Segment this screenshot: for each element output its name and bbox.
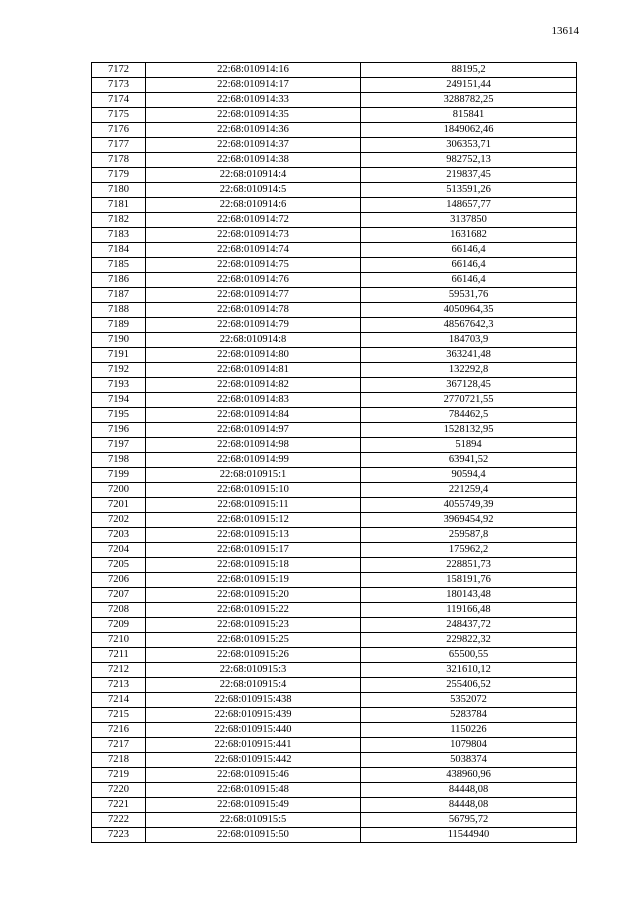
cadastral-value-cell: 221259,4 [361,483,577,498]
row-number-cell: 7197 [92,438,146,453]
cadastral-value-cell: 219837,45 [361,168,577,183]
cadastral-value-cell: 4055749,39 [361,498,577,513]
cadastral-number-cell: 22:68:010915:20 [146,588,361,603]
table-row [92,798,577,813]
cadastral-number-cell: 22:68:010914:81 [146,363,361,378]
row-number-cell: 7192 [92,363,146,378]
cadastral-value-cell: 3288782,25 [361,93,577,108]
cadastral-value-cell: 259587,8 [361,528,577,543]
cadastral-number-cell: 22:68:010914:78 [146,303,361,318]
table-row [92,78,577,93]
cadastral-number-cell: 22:68:010914:77 [146,288,361,303]
cadastral-number-cell: 22:68:010914:8 [146,333,361,348]
page-number: 13614 [551,25,579,37]
row-number-cell: 7196 [92,423,146,438]
row-number-cell: 7179 [92,168,146,183]
cadastral-value-cell: 3969454,92 [361,513,577,528]
cadastral-value-cell: 148657,77 [361,198,577,213]
cadastral-number-cell: 22:68:010915:439 [146,708,361,723]
cadastral-number-cell: 22:68:010914:84 [146,408,361,423]
cadastral-number-cell: 22:68:010914:97 [146,423,361,438]
cadastral-value-cell: 184703,9 [361,333,577,348]
row-number-cell: 7184 [92,243,146,258]
cadastral-number-cell: 22:68:010914:37 [146,138,361,153]
cadastral-value-cell: 438960,96 [361,768,577,783]
cadastral-value-cell: 66146,4 [361,243,577,258]
cadastral-number-cell: 22:68:010915:46 [146,768,361,783]
cadastral-value-cell: 255406,52 [361,678,577,693]
cadastral-number-cell: 22:68:010914:72 [146,213,361,228]
cadastral-number-cell: 22:68:010914:38 [146,153,361,168]
row-number-cell: 7175 [92,108,146,123]
table-row [92,498,577,513]
cadastral-value-cell: 513591,26 [361,183,577,198]
row-number-cell: 7202 [92,513,146,528]
table-row [92,678,577,693]
row-number-cell: 7218 [92,753,146,768]
table-row [92,198,577,213]
cadastral-value-cell: 56795,72 [361,813,577,828]
row-number-cell: 7213 [92,678,146,693]
cadastral-value-cell: 132292,8 [361,363,577,378]
table-row [92,258,577,273]
row-number-cell: 7186 [92,273,146,288]
cadastral-value-cell: 11544940 [361,828,577,843]
cadastral-number-cell: 22:68:010914:5 [146,183,361,198]
cadastral-value-cell: 363241,48 [361,348,577,363]
row-number-cell: 7193 [92,378,146,393]
cadastral-number-cell: 22:68:010915:1 [146,468,361,483]
row-number-cell: 7217 [92,738,146,753]
table-row [92,828,577,843]
cadastral-value-cell: 5283784 [361,708,577,723]
row-number-cell: 7198 [92,453,146,468]
row-number-cell: 7174 [92,93,146,108]
cadastral-value-cell: 175962,2 [361,543,577,558]
row-number-cell: 7201 [92,498,146,513]
row-number-cell: 7205 [92,558,146,573]
row-number-cell: 7216 [92,723,146,738]
cadastral-number-cell: 22:68:010914:75 [146,258,361,273]
row-number-cell: 7200 [92,483,146,498]
table-row [92,768,577,783]
cadastral-number-cell: 22:68:010915:442 [146,753,361,768]
table-row [92,183,577,198]
row-number-cell: 7219 [92,768,146,783]
cadastral-number-cell: 22:68:010914:76 [146,273,361,288]
table-row [92,573,577,588]
table-row [92,558,577,573]
cadastral-number-cell: 22:68:010914:82 [146,378,361,393]
table-row [92,738,577,753]
cadastral-value-cell: 982752,13 [361,153,577,168]
row-number-cell: 7208 [92,603,146,618]
row-number-cell: 7183 [92,228,146,243]
cadastral-number-cell: 22:68:010914:80 [146,348,361,363]
row-number-cell: 7190 [92,333,146,348]
row-number-cell: 7206 [92,573,146,588]
table-row [92,363,577,378]
row-number-cell: 7223 [92,828,146,843]
table-row [92,633,577,648]
cadastral-number-cell: 22:68:010915:26 [146,648,361,663]
cadastral-value-cell: 321610,12 [361,663,577,678]
table-row [92,648,577,663]
cadastral-number-cell: 22:68:010915:3 [146,663,361,678]
row-number-cell: 7191 [92,348,146,363]
cadastral-value-cell: 1150226 [361,723,577,738]
cadastral-number-cell: 22:68:010915:440 [146,723,361,738]
cadastral-value-cell: 1849062,46 [361,123,577,138]
row-number-cell: 7187 [92,288,146,303]
cadastral-value-cell: 48567642,3 [361,318,577,333]
cadastral-number-cell: 22:68:010915:17 [146,543,361,558]
table-row [92,603,577,618]
row-number-cell: 7195 [92,408,146,423]
table-row [92,93,577,108]
cadastral-number-cell: 22:68:010914:99 [146,453,361,468]
row-number-cell: 7185 [92,258,146,273]
cadastral-value-cell: 5352072 [361,693,577,708]
row-number-cell: 7211 [92,648,146,663]
table-row [92,318,577,333]
table-row [92,408,577,423]
cadastral-value-cell: 249151,44 [361,78,577,93]
row-number-cell: 7181 [92,198,146,213]
cadastral-value-cell: 1631682 [361,228,577,243]
row-number-cell: 7194 [92,393,146,408]
cadastral-value-cell: 84448,08 [361,798,577,813]
cadastral-value-cell: 66146,4 [361,273,577,288]
cadastral-value-cell: 306353,71 [361,138,577,153]
cadastral-value-cell: 84448,08 [361,783,577,798]
cadastral-number-cell: 22:68:010915:4 [146,678,361,693]
row-number-cell: 7209 [92,618,146,633]
table-row [92,753,577,768]
cadastral-value-table [91,62,577,843]
table-row [92,303,577,318]
cadastral-value-cell: 88195,2 [361,63,577,78]
cadastral-number-cell: 22:68:010914:16 [146,63,361,78]
cadastral-value-cell: 180143,48 [361,588,577,603]
cadastral-value-cell: 3137850 [361,213,577,228]
cadastral-value-cell: 248437,72 [361,618,577,633]
cadastral-value-cell: 4050964,35 [361,303,577,318]
cadastral-number-cell: 22:68:010915:10 [146,483,361,498]
row-number-cell: 7177 [92,138,146,153]
row-number-cell: 7182 [92,213,146,228]
cadastral-value-cell: 119166,48 [361,603,577,618]
cadastral-number-cell: 22:68:010915:11 [146,498,361,513]
table-row [92,783,577,798]
cadastral-number-cell: 22:68:010914:83 [146,393,361,408]
table-row [92,213,577,228]
cadastral-number-cell: 22:68:010915:48 [146,783,361,798]
table-row [92,123,577,138]
table-row [92,393,577,408]
cadastral-value-cell: 66146,4 [361,258,577,273]
table-row [92,243,577,258]
table-row [92,348,577,363]
cadastral-number-cell: 22:68:010914:74 [146,243,361,258]
cadastral-value-cell: 158191,76 [361,573,577,588]
cadastral-number-cell: 22:68:010915:22 [146,603,361,618]
cadastral-number-cell: 22:68:010915:5 [146,813,361,828]
table-row [92,378,577,393]
row-number-cell: 7204 [92,543,146,558]
cadastral-number-cell: 22:68:010915:12 [146,513,361,528]
cadastral-number-cell: 22:68:010914:4 [146,168,361,183]
table-row [92,63,577,78]
table-body [92,63,577,843]
row-number-cell: 7203 [92,528,146,543]
cadastral-value-cell: 1528132,95 [361,423,577,438]
row-number-cell: 7221 [92,798,146,813]
table-row [92,708,577,723]
cadastral-value-cell: 2770721,55 [361,393,577,408]
row-number-cell: 7176 [92,123,146,138]
cadastral-number-cell: 22:68:010914:17 [146,78,361,93]
cadastral-value-cell: 63941,52 [361,453,577,468]
table-row [92,453,577,468]
cadastral-number-cell: 22:68:010914:6 [146,198,361,213]
cadastral-number-cell: 22:68:010915:441 [146,738,361,753]
table-row [92,468,577,483]
cadastral-value-cell: 815841 [361,108,577,123]
table-row [92,813,577,828]
cadastral-value-cell: 59531,76 [361,288,577,303]
table-row [92,228,577,243]
table-row [92,138,577,153]
cadastral-number-cell: 22:68:010914:33 [146,93,361,108]
cadastral-value-cell: 65500,55 [361,648,577,663]
table-row [92,483,577,498]
cadastral-number-cell: 22:68:010915:50 [146,828,361,843]
row-number-cell: 7220 [92,783,146,798]
table-row [92,663,577,678]
table-row [92,288,577,303]
cadastral-number-cell: 22:68:010914:36 [146,123,361,138]
cadastral-value-cell: 90594,4 [361,468,577,483]
cadastral-number-cell: 22:68:010915:49 [146,798,361,813]
cadastral-number-cell: 22:68:010915:18 [146,558,361,573]
table-row [92,723,577,738]
table-row [92,513,577,528]
row-number-cell: 7172 [92,63,146,78]
row-number-cell: 7173 [92,78,146,93]
cadastral-number-cell: 22:68:010914:98 [146,438,361,453]
table-row [92,153,577,168]
cadastral-number-cell: 22:68:010915:25 [146,633,361,648]
table-row [92,438,577,453]
table-row [92,693,577,708]
row-number-cell: 7214 [92,693,146,708]
row-number-cell: 7222 [92,813,146,828]
cadastral-number-cell: 22:68:010915:438 [146,693,361,708]
cadastral-value-cell: 1079804 [361,738,577,753]
table-row [92,528,577,543]
table-row [92,168,577,183]
cadastral-number-cell: 22:68:010915:23 [146,618,361,633]
table-row [92,543,577,558]
row-number-cell: 7212 [92,663,146,678]
table-row [92,423,577,438]
cadastral-number-cell: 22:68:010914:79 [146,318,361,333]
row-number-cell: 7178 [92,153,146,168]
cadastral-number-cell: 22:68:010914:35 [146,108,361,123]
row-number-cell: 7189 [92,318,146,333]
table-row [92,618,577,633]
cadastral-value-cell: 367128,45 [361,378,577,393]
cadastral-value-cell: 784462,5 [361,408,577,423]
row-number-cell: 7188 [92,303,146,318]
table-row [92,333,577,348]
cadastral-value-cell: 228851,73 [361,558,577,573]
cadastral-value-cell: 51894 [361,438,577,453]
table-row [92,108,577,123]
row-number-cell: 7215 [92,708,146,723]
row-number-cell: 7207 [92,588,146,603]
cadastral-value-cell: 229822,32 [361,633,577,648]
table-row [92,273,577,288]
cadastral-number-cell: 22:68:010915:19 [146,573,361,588]
row-number-cell: 7210 [92,633,146,648]
table-row [92,588,577,603]
cadastral-value-cell: 5038374 [361,753,577,768]
cadastral-number-cell: 22:68:010915:13 [146,528,361,543]
row-number-cell: 7180 [92,183,146,198]
row-number-cell: 7199 [92,468,146,483]
cadastral-number-cell: 22:68:010914:73 [146,228,361,243]
